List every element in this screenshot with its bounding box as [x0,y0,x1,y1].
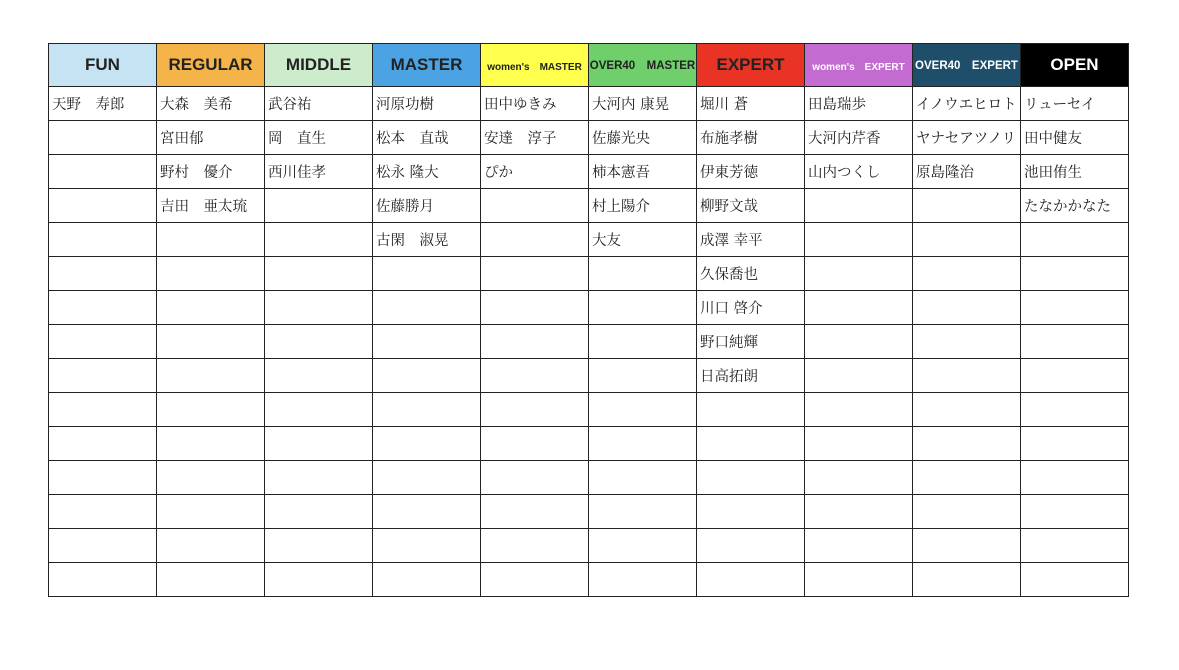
participant-name-cell [913,189,1021,223]
participant-name-cell [157,223,265,257]
participant-name-cell: 成澤 幸平 [697,223,805,257]
participant-name-cell [157,291,265,325]
roster-row [49,325,1129,359]
category-header-over40-master: OVER40 MASTER [589,44,697,87]
participant-name-cell: 田中健友 [1021,121,1129,155]
participant-name-cell [373,461,481,495]
participant-name-cell [1021,563,1129,597]
participant-name-cell [1021,529,1129,563]
roster-row [49,87,1129,121]
participant-name-cell: 日高拓朗 [697,359,805,393]
participant-name-cell [481,189,589,223]
participant-name-cell: 松本 直哉 [373,121,481,155]
participant-name-cell [805,359,913,393]
participant-name-cell [697,427,805,461]
participant-name-cell [265,291,373,325]
participant-name-cell: 柳野文哉 [697,189,805,223]
participant-name-cell [481,359,589,393]
participant-name-cell [265,359,373,393]
participant-name-cell [157,427,265,461]
participant-name-cell [589,291,697,325]
participant-name-cell [373,393,481,427]
participant-name-cell: 伊東芳徳 [697,155,805,189]
participant-name-cell [805,189,913,223]
participant-name-cell [805,461,913,495]
category-header-regular: REGULAR [157,44,265,87]
participant-name-cell [265,257,373,291]
participant-name-cell: 堀川 蒼 [697,87,805,121]
participant-name-cell [805,393,913,427]
participant-name-cell [49,427,157,461]
participant-name-cell [805,427,913,461]
participant-name-cell [49,121,157,155]
participant-name-cell [589,427,697,461]
participant-name-cell [373,495,481,529]
participant-name-cell: 宮田郁 [157,121,265,155]
participant-name-cell [373,359,481,393]
participant-name-cell [373,325,481,359]
participant-name-cell [589,461,697,495]
participant-name-cell [805,495,913,529]
participant-name-cell [1021,495,1129,529]
participant-name-cell: 武谷祐 [265,87,373,121]
participant-name-cell [49,223,157,257]
participant-name-cell [589,257,697,291]
participant-name-cell: 池田侑生 [1021,155,1129,189]
participant-name-cell [265,563,373,597]
participant-name-cell [589,325,697,359]
participant-name-cell [49,155,157,189]
participant-name-cell [265,325,373,359]
participant-name-cell [481,223,589,257]
participant-name-cell: イノウエヒロト [913,87,1021,121]
participant-name-cell [913,563,1021,597]
participant-name-cell: 大河内芹香 [805,121,913,155]
roster-body [49,87,1129,597]
participant-name-cell: 大河内 康晃 [589,87,697,121]
participant-name-cell: 原島隆治 [913,155,1021,189]
category-header-open: OPEN [1021,44,1129,87]
roster-row [49,121,1129,155]
participant-name-cell [589,359,697,393]
participant-name-cell: 天野 寿郎 [49,87,157,121]
participant-name-cell [481,563,589,597]
participant-name-cell [913,427,1021,461]
roster-row [49,155,1129,189]
participant-name-cell [157,563,265,597]
participant-name-cell [49,359,157,393]
participant-name-cell [589,563,697,597]
participant-name-cell: 山内つくし [805,155,913,189]
participant-name-cell [913,223,1021,257]
category-header-master: MASTER [373,44,481,87]
participant-name-cell [49,257,157,291]
participant-name-cell: 岡 直生 [265,121,373,155]
participant-name-cell: 松永 隆大 [373,155,481,189]
participant-name-cell [805,563,913,597]
participant-name-cell [373,427,481,461]
participant-name-cell: 河原功樹 [373,87,481,121]
roster-row [49,529,1129,563]
participant-name-cell [265,495,373,529]
participant-name-cell [805,291,913,325]
participant-name-cell: 野口純輝 [697,325,805,359]
roster-row [49,189,1129,223]
category-header-middle: MIDDLE [265,44,373,87]
roster-row [49,359,1129,393]
participant-name-cell [1021,461,1129,495]
participant-name-cell: 久保喬也 [697,257,805,291]
participant-name-cell [481,427,589,461]
roster-row [49,461,1129,495]
participant-name-cell [697,393,805,427]
participant-name-cell [1021,325,1129,359]
participant-name-cell [1021,393,1129,427]
participant-name-cell [697,563,805,597]
participant-name-cell [49,189,157,223]
participant-name-cell [913,495,1021,529]
roster-row [49,393,1129,427]
participant-name-cell [157,529,265,563]
participant-name-cell [913,325,1021,359]
participant-name-cell [589,495,697,529]
category-header-fun: FUN [49,44,157,87]
participant-name-cell: ぴか [481,155,589,189]
participant-name-cell [1021,359,1129,393]
participant-name-cell [481,495,589,529]
roster-row [49,427,1129,461]
participant-name-cell [49,461,157,495]
participant-name-cell: 大森 美希 [157,87,265,121]
participant-name-cell [481,325,589,359]
participant-name-cell: 西川佳孝 [265,155,373,189]
participant-name-cell [49,325,157,359]
participant-name-cell: 佐藤勝月 [373,189,481,223]
participant-name-cell: 吉田 亜太琉 [157,189,265,223]
participant-name-cell [265,223,373,257]
participant-name-cell [589,529,697,563]
roster-row [49,563,1129,597]
participant-name-cell [157,257,265,291]
participant-name-cell: 安達 淳子 [481,121,589,155]
category-header-row [49,44,1129,87]
participant-name-cell: ヤナセアツノリ [913,121,1021,155]
participant-name-cell [157,461,265,495]
participant-name-cell [157,325,265,359]
participant-name-cell [913,291,1021,325]
participant-name-cell [49,563,157,597]
participant-name-cell: 古閑 淑晃 [373,223,481,257]
participant-name-cell [913,393,1021,427]
roster-row [49,495,1129,529]
category-header-women-s-expert: women's EXPERT [805,44,913,87]
participant-name-cell [913,257,1021,291]
participant-name-cell [481,257,589,291]
participant-name-cell: たなかかなた [1021,189,1129,223]
category-roster-table [48,43,1129,597]
participant-name-cell [805,223,913,257]
participant-name-cell [913,529,1021,563]
roster-row [49,291,1129,325]
participant-name-cell [697,529,805,563]
participant-name-cell [697,461,805,495]
participant-name-cell [1021,257,1129,291]
participant-name-cell: 柿本憲吾 [589,155,697,189]
participant-name-cell [49,529,157,563]
participant-name-cell [481,529,589,563]
participant-name-cell [697,495,805,529]
participant-name-cell [481,393,589,427]
category-header-women-s-master: women's MASTER [481,44,589,87]
participant-name-cell: 田島瑞歩 [805,87,913,121]
participant-name-cell [265,529,373,563]
participant-name-cell [49,291,157,325]
participant-name-cell: リューセイ [1021,87,1129,121]
roster-row [49,257,1129,291]
participant-name-cell [373,529,481,563]
participant-name-cell [481,291,589,325]
participant-name-cell [265,393,373,427]
participant-name-cell: 大友 [589,223,697,257]
roster-row [49,223,1129,257]
participant-name-cell [913,461,1021,495]
participant-name-cell [373,257,481,291]
participant-name-cell [265,427,373,461]
participant-name-cell: 野村 優介 [157,155,265,189]
participant-name-cell [265,189,373,223]
participant-name-cell [805,325,913,359]
participant-name-cell: 川口 啓介 [697,291,805,325]
participant-name-cell [49,393,157,427]
participant-name-cell [157,359,265,393]
participant-name-cell: 佐藤光央 [589,121,697,155]
participant-name-cell [589,393,697,427]
participant-name-cell [373,291,481,325]
participant-name-cell: 布施孝樹 [697,121,805,155]
participant-name-cell: 村上陽介 [589,189,697,223]
participant-name-cell [913,359,1021,393]
participant-name-cell [481,461,589,495]
participant-name-cell [49,495,157,529]
participant-name-cell [373,563,481,597]
participant-name-cell [1021,291,1129,325]
participant-name-cell [1021,223,1129,257]
participant-name-cell: 田中ゆきみ [481,87,589,121]
category-header-expert: EXPERT [697,44,805,87]
participant-name-cell [805,529,913,563]
participant-name-cell [157,495,265,529]
category-header-over40-expert: OVER40 EXPERT [913,44,1021,87]
participant-name-cell [805,257,913,291]
participant-name-cell [265,461,373,495]
participant-name-cell [1021,427,1129,461]
participant-name-cell [157,393,265,427]
